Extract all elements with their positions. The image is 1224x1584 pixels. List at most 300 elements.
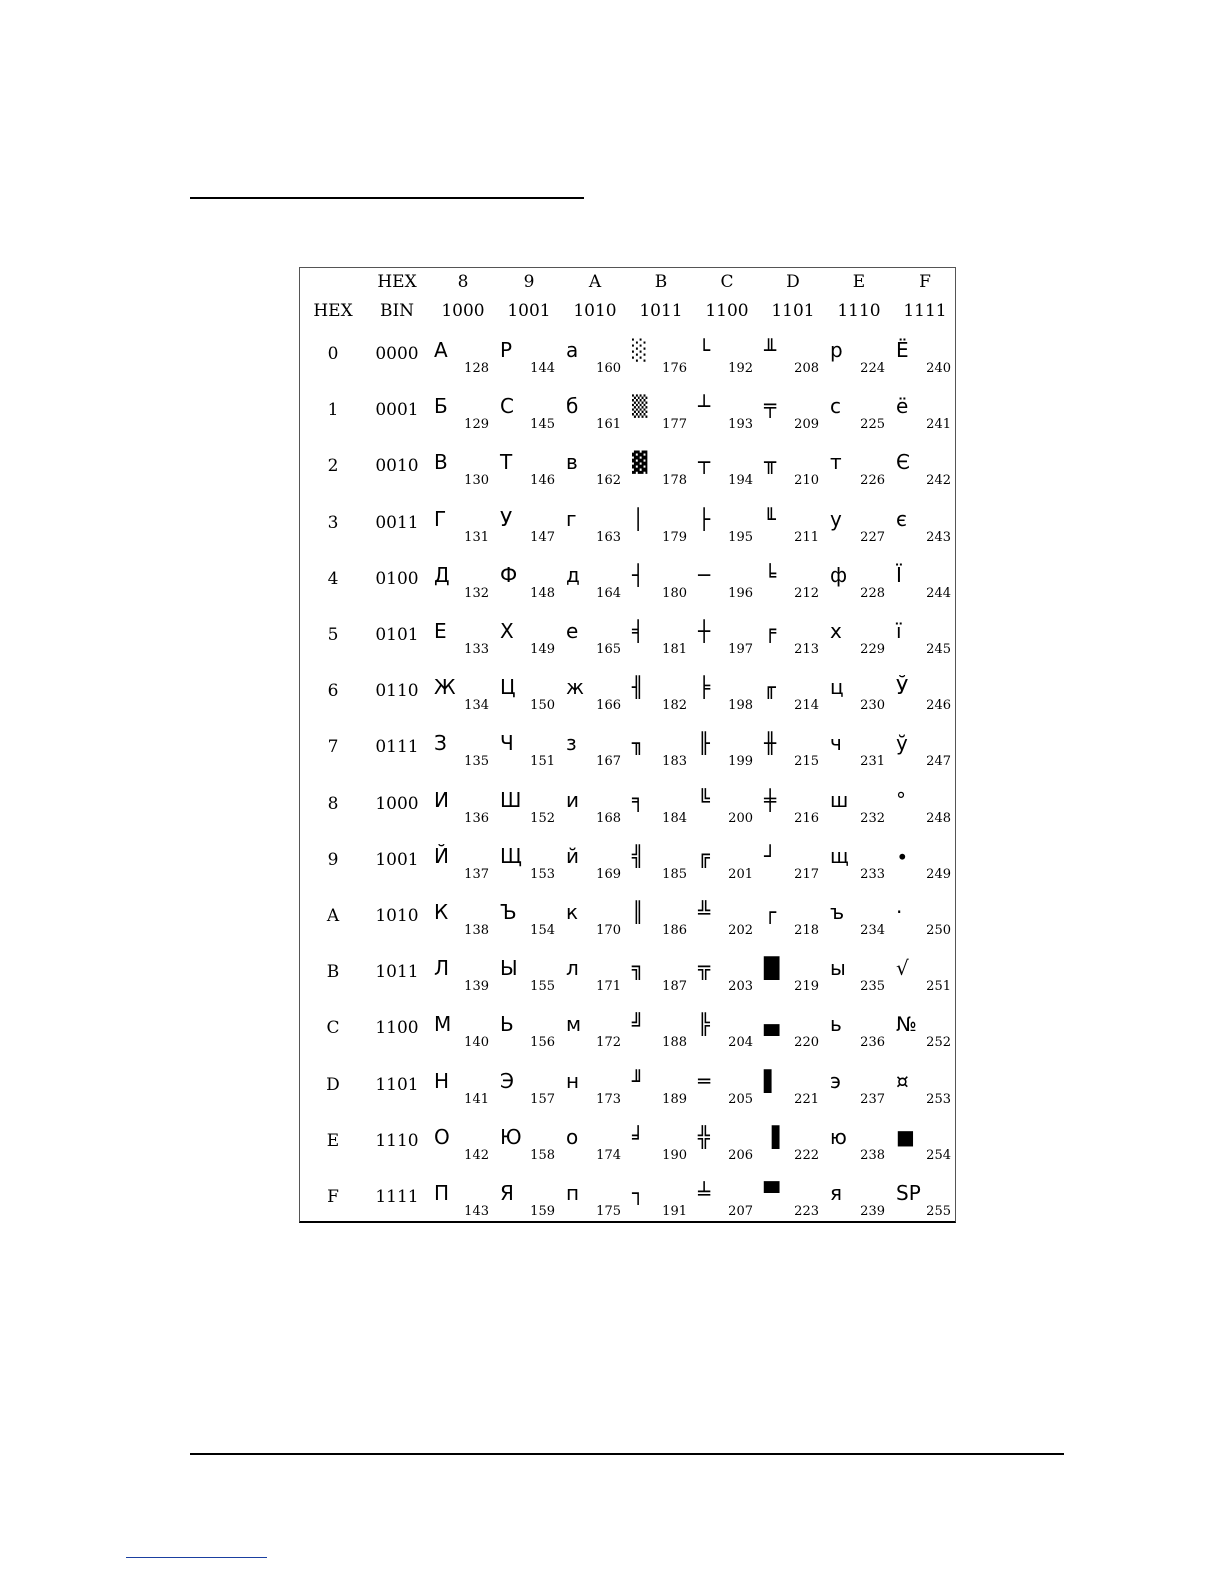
character-code: 131 xyxy=(464,529,489,545)
top-rule xyxy=(190,197,584,199)
character-cell xyxy=(892,1173,958,1229)
character-cell xyxy=(430,499,496,555)
character-code: 141 xyxy=(464,1091,489,1107)
character-cell xyxy=(562,1004,628,1060)
column-hex-header: 9 xyxy=(523,272,535,292)
character-glyph: Ч xyxy=(500,731,514,756)
row-bin-label: 0100 xyxy=(375,568,419,589)
character-code: 216 xyxy=(794,810,819,826)
character-code: 174 xyxy=(596,1147,621,1163)
character-glyph: л xyxy=(566,956,579,981)
character-cell xyxy=(760,386,826,442)
character-cell xyxy=(562,836,628,892)
character-glyph: ╟ xyxy=(698,731,711,756)
column-bin-header: 1000 xyxy=(441,301,485,321)
character-code: 138 xyxy=(464,923,489,938)
row-bin-label: 1100 xyxy=(375,1018,419,1039)
character-code: 143 xyxy=(464,1204,489,1219)
character-glyph: Б xyxy=(434,394,448,419)
character-cell xyxy=(562,499,628,555)
character-glyph: Ў xyxy=(896,675,909,700)
character-cell xyxy=(496,555,562,611)
character-cell xyxy=(430,723,496,779)
character-glyph: Р xyxy=(500,338,513,362)
character-cell xyxy=(826,330,892,386)
character-cell xyxy=(892,1061,958,1117)
column-bin-header: 1011 xyxy=(639,301,683,321)
character-cell xyxy=(562,1117,628,1173)
character-code: 254 xyxy=(926,1147,951,1163)
character-cell xyxy=(694,780,760,836)
character-cell xyxy=(628,780,694,836)
row-bin-label: 1111 xyxy=(375,1187,419,1207)
row-bin-label: 1011 xyxy=(375,962,419,983)
character-glyph: ё xyxy=(896,394,909,419)
header-hex-label: HEX xyxy=(377,272,417,292)
character-cell xyxy=(694,1173,760,1229)
character-code: 212 xyxy=(794,585,819,601)
row-bin-label: 1001 xyxy=(375,849,419,870)
row-hex-label: C xyxy=(326,1018,340,1039)
character-cell xyxy=(430,836,496,892)
character-code: 137 xyxy=(464,866,489,882)
character-code: 200 xyxy=(728,810,753,826)
character-code: 129 xyxy=(464,417,489,433)
character-cell xyxy=(826,892,892,948)
character-cell xyxy=(628,667,694,723)
character-cell xyxy=(826,611,892,667)
character-code: 247 xyxy=(926,754,951,770)
character-glyph: ╘ xyxy=(764,562,777,587)
character-code: 159 xyxy=(530,1204,555,1219)
character-code: 147 xyxy=(530,529,555,545)
character-cell xyxy=(628,330,694,386)
character-code: 181 xyxy=(662,642,687,657)
character-code: 214 xyxy=(794,698,819,714)
character-code: 150 xyxy=(530,698,555,714)
character-code: 209 xyxy=(794,417,819,433)
bottom-rule xyxy=(190,1453,1064,1455)
character-code: 152 xyxy=(530,810,555,826)
character-code: 184 xyxy=(662,810,687,826)
character-glyph: Г xyxy=(434,506,447,531)
character-cell xyxy=(496,1117,562,1173)
character-cell xyxy=(628,1173,694,1229)
column-bin-header: 1110 xyxy=(837,301,881,321)
row-hex-label: 3 xyxy=(327,512,339,533)
character-glyph: ║ xyxy=(632,900,645,924)
column-hex-header: B xyxy=(654,272,668,292)
character-code: 157 xyxy=(530,1091,555,1107)
character-glyph: ш xyxy=(830,787,849,812)
character-cell xyxy=(496,499,562,555)
row-hex-label: F xyxy=(327,1187,339,1207)
row-hex-label: 1 xyxy=(327,400,339,421)
character-glyph: п xyxy=(566,1181,580,1205)
row-bin-label: 1010 xyxy=(375,906,419,926)
character-cell xyxy=(826,499,892,555)
character-glyph: З xyxy=(434,731,447,756)
character-glyph: ╤ xyxy=(764,394,777,419)
character-code: 133 xyxy=(464,642,489,657)
character-code: 183 xyxy=(662,754,687,770)
character-code: 193 xyxy=(728,417,753,433)
character-code: 240 xyxy=(926,361,951,376)
character-code: 222 xyxy=(794,1147,819,1163)
character-glyph: Ъ xyxy=(500,900,517,924)
character-code: 241 xyxy=(926,417,951,433)
column-bin-header: 1101 xyxy=(771,301,815,321)
character-glyph: ю xyxy=(830,1124,847,1149)
character-cell xyxy=(892,1004,958,1060)
character-cell xyxy=(892,386,958,442)
character-glyph: М xyxy=(434,1012,452,1037)
character-glyph: Т xyxy=(500,450,513,475)
character-cell xyxy=(496,442,562,498)
character-glyph: ■ xyxy=(896,1124,915,1149)
character-cell xyxy=(892,499,958,555)
character-code: 135 xyxy=(464,754,489,770)
character-glyph: ┴ xyxy=(698,394,711,419)
character-glyph: ╙ xyxy=(764,506,777,531)
character-glyph: Л xyxy=(434,956,450,981)
character-glyph: А xyxy=(434,338,448,362)
character-code: 253 xyxy=(926,1091,951,1107)
character-cell xyxy=(496,611,562,667)
character-cell xyxy=(694,1117,760,1173)
character-glyph: ▌ xyxy=(764,1068,780,1093)
header-hex-corner: HEX xyxy=(313,301,353,321)
character-code: 164 xyxy=(596,585,621,601)
character-cell xyxy=(562,555,628,611)
character-glyph: И xyxy=(434,787,449,812)
character-code: 239 xyxy=(860,1204,885,1219)
character-glyph: щ xyxy=(830,843,849,868)
character-cell xyxy=(760,1004,826,1060)
character-glyph: ° xyxy=(896,787,906,812)
character-cell xyxy=(892,892,958,948)
character-glyph: С xyxy=(500,394,514,419)
character-cell xyxy=(826,836,892,892)
character-glyph: П xyxy=(434,1181,450,1205)
character-code: 255 xyxy=(926,1204,951,1219)
character-cell xyxy=(826,780,892,836)
character-glyph: ь xyxy=(830,1012,842,1037)
character-glyph: ╚ xyxy=(698,787,711,812)
footer-link-rule xyxy=(126,1557,267,1558)
column-hex-header: 8 xyxy=(457,272,469,292)
character-code: 194 xyxy=(728,473,753,489)
character-glyph: ╥ xyxy=(764,450,777,475)
character-glyph: │ xyxy=(632,506,645,531)
character-code: 215 xyxy=(794,754,819,770)
character-code: 180 xyxy=(662,585,687,601)
character-cell xyxy=(430,442,496,498)
character-cell xyxy=(892,330,958,386)
column-bin-header: 1010 xyxy=(573,301,617,321)
character-code: 238 xyxy=(860,1147,885,1163)
character-glyph: ┬ xyxy=(698,450,711,475)
character-code: 163 xyxy=(596,529,621,545)
character-code: 242 xyxy=(926,473,951,489)
header-bin-label: BIN xyxy=(379,301,415,321)
character-glyph: я xyxy=(830,1181,843,1205)
character-cell xyxy=(694,892,760,948)
character-code: 153 xyxy=(530,866,555,882)
row-hex-label: 7 xyxy=(327,737,339,758)
character-glyph: ╠ xyxy=(698,1012,711,1037)
character-glyph: ╣ xyxy=(632,843,645,868)
character-code: 202 xyxy=(728,923,753,938)
character-glyph: Ж xyxy=(434,675,456,700)
character-cell xyxy=(694,667,760,723)
character-code: 134 xyxy=(464,698,489,714)
character-glyph: SP xyxy=(896,1181,921,1205)
row-bin-label: 0010 xyxy=(375,456,419,477)
character-cell xyxy=(562,892,628,948)
character-glyph: а xyxy=(566,338,579,362)
character-glyph: Е xyxy=(434,619,447,643)
character-cell xyxy=(760,892,826,948)
character-cell xyxy=(430,611,496,667)
character-glyph: г xyxy=(566,506,577,531)
character-cell xyxy=(694,330,760,386)
character-cell xyxy=(496,723,562,779)
character-cell xyxy=(628,948,694,1004)
character-code: 244 xyxy=(926,585,951,601)
character-glyph: ╓ xyxy=(764,675,777,700)
character-glyph: Д xyxy=(434,562,450,587)
character-glyph: Ы xyxy=(500,956,518,981)
character-glyph: ц xyxy=(830,675,844,700)
row-hex-label: B xyxy=(326,962,340,983)
character-cell xyxy=(496,892,562,948)
character-glyph: Щ xyxy=(500,843,522,868)
row-hex-label: 6 xyxy=(327,681,339,702)
character-code: 221 xyxy=(794,1091,819,1107)
character-code: 178 xyxy=(662,473,687,489)
character-code: 188 xyxy=(662,1035,687,1051)
character-cell xyxy=(892,667,958,723)
character-cell xyxy=(892,780,958,836)
character-code: 171 xyxy=(596,979,621,995)
character-glyph: ч xyxy=(830,731,842,756)
character-cell xyxy=(562,723,628,779)
character-cell xyxy=(694,499,760,555)
character-cell xyxy=(826,386,892,442)
character-cell xyxy=(760,611,826,667)
character-glyph: ╢ xyxy=(632,675,645,700)
character-code: 179 xyxy=(662,529,687,545)
character-code: 165 xyxy=(596,642,621,657)
character-glyph: и xyxy=(566,787,579,812)
character-cell xyxy=(760,836,826,892)
character-code: 185 xyxy=(662,866,687,882)
row-hex-label: 2 xyxy=(327,456,339,477)
column-hex-header: D xyxy=(786,272,800,292)
character-glyph: ╛ xyxy=(632,1124,645,1149)
character-code: 173 xyxy=(596,1091,621,1107)
character-glyph: э xyxy=(830,1068,841,1093)
character-cell xyxy=(430,555,496,611)
character-cell xyxy=(562,1173,628,1229)
character-cell xyxy=(826,442,892,498)
character-code: 201 xyxy=(728,866,753,882)
character-glyph: ╪ xyxy=(764,787,777,812)
row-hex-label: 9 xyxy=(327,849,339,870)
character-glyph: ╞ xyxy=(698,675,711,700)
column-bin-header: 1111 xyxy=(903,301,947,321)
character-cell xyxy=(430,330,496,386)
character-glyph: ╦ xyxy=(698,956,711,981)
character-glyph: к xyxy=(566,900,579,924)
character-cell xyxy=(760,330,826,386)
character-code: 220 xyxy=(794,1035,819,1051)
row-bin-label: 0011 xyxy=(375,512,419,533)
character-glyph: ┌ xyxy=(764,900,777,924)
character-glyph: ╜ xyxy=(632,1068,645,1093)
character-code: 208 xyxy=(794,361,819,376)
character-code: 232 xyxy=(860,810,885,826)
character-cell xyxy=(826,1061,892,1117)
character-glyph: р xyxy=(830,338,843,362)
character-code: 249 xyxy=(926,866,951,882)
character-cell xyxy=(562,386,628,442)
character-glyph: └ xyxy=(698,338,711,362)
character-code: 172 xyxy=(596,1035,621,1051)
character-code: 162 xyxy=(596,473,621,489)
character-code: 128 xyxy=(464,361,489,376)
character-glyph: Ь xyxy=(500,1012,514,1037)
character-code: 161 xyxy=(596,417,621,433)
character-glyph: ▐ xyxy=(764,1124,780,1149)
character-code: 251 xyxy=(926,979,951,995)
row-bin-label: 0001 xyxy=(375,400,419,421)
character-glyph: Я xyxy=(500,1181,514,1205)
character-code: 196 xyxy=(728,585,753,601)
character-code: 227 xyxy=(860,529,885,545)
character-code: 145 xyxy=(530,417,555,433)
column-hex-header: F xyxy=(919,272,931,292)
character-cell xyxy=(694,723,760,779)
character-cell xyxy=(496,386,562,442)
character-glyph: б xyxy=(566,394,579,419)
character-glyph: В xyxy=(434,450,448,475)
character-cell xyxy=(694,948,760,1004)
character-cell xyxy=(760,442,826,498)
character-glyph: № xyxy=(896,1012,917,1037)
character-cell xyxy=(628,386,694,442)
character-glyph: ╕ xyxy=(632,787,645,812)
character-code: 130 xyxy=(464,473,489,489)
character-code: 243 xyxy=(926,529,951,545)
character-cell xyxy=(496,330,562,386)
character-cell xyxy=(496,1004,562,1060)
character-cell xyxy=(826,1004,892,1060)
row-bin-label: 0110 xyxy=(375,681,419,702)
character-glyph: ├ xyxy=(698,506,711,531)
character-glyph: ▄ xyxy=(764,1012,780,1037)
character-code: 170 xyxy=(596,923,621,938)
character-glyph: ╝ xyxy=(632,1012,645,1037)
character-cell xyxy=(760,667,826,723)
character-code: 223 xyxy=(794,1204,819,1219)
character-cell xyxy=(826,1173,892,1229)
character-cell xyxy=(826,555,892,611)
character-code: 234 xyxy=(860,923,885,938)
row-hex-label: 5 xyxy=(327,625,339,645)
character-code: 139 xyxy=(464,979,489,995)
character-cell xyxy=(430,1117,496,1173)
character-glyph: Ї xyxy=(896,562,902,587)
character-cell xyxy=(430,948,496,1004)
column-hex-header: E xyxy=(852,272,866,292)
character-code: 229 xyxy=(860,642,885,657)
character-cell xyxy=(562,948,628,1004)
character-cell xyxy=(628,892,694,948)
character-code: 203 xyxy=(728,979,753,995)
character-glyph: у xyxy=(830,506,842,531)
character-glyph: К xyxy=(434,900,449,924)
character-cell xyxy=(628,555,694,611)
row-hex-label: 4 xyxy=(327,568,339,589)
character-cell xyxy=(430,1061,496,1117)
character-cell xyxy=(760,780,826,836)
character-glyph: ╗ xyxy=(632,956,645,981)
character-code: 186 xyxy=(662,923,687,938)
character-code: 148 xyxy=(530,585,555,601)
character-glyph: Х xyxy=(500,619,514,643)
character-glyph: ░ xyxy=(632,338,648,362)
character-glyph: ╨ xyxy=(764,338,777,362)
character-cell xyxy=(760,723,826,779)
character-code: 248 xyxy=(926,810,951,826)
character-glyph: ╬ xyxy=(698,1124,711,1149)
character-cell xyxy=(562,442,628,498)
character-code: 168 xyxy=(596,810,621,826)
character-code: 211 xyxy=(794,529,819,545)
character-cell xyxy=(628,499,694,555)
character-glyph: є xyxy=(896,506,907,531)
character-glyph: Ю xyxy=(500,1124,522,1149)
row-bin-label: 1000 xyxy=(375,793,419,814)
character-code: 246 xyxy=(926,698,951,714)
character-code: 167 xyxy=(596,754,621,770)
character-cell xyxy=(760,555,826,611)
character-cell xyxy=(430,667,496,723)
character-code: 151 xyxy=(530,754,555,770)
character-code: 177 xyxy=(662,417,687,433)
character-cell xyxy=(430,386,496,442)
character-glyph: О xyxy=(434,1124,450,1149)
character-glyph: √ xyxy=(896,956,909,981)
row-hex-label: D xyxy=(326,1074,340,1095)
character-glyph: ж xyxy=(566,675,585,700)
character-code: 190 xyxy=(662,1147,687,1163)
character-code: 210 xyxy=(794,473,819,489)
character-glyph: м xyxy=(566,1012,582,1037)
character-glyph: н xyxy=(566,1068,580,1093)
character-code: 224 xyxy=(860,361,885,376)
character-glyph: ▀ xyxy=(764,1181,780,1205)
row-hex-label: 0 xyxy=(327,344,339,364)
character-glyph: ╧ xyxy=(698,1181,711,1205)
character-code: 230 xyxy=(860,698,885,714)
character-code: 144 xyxy=(530,361,555,376)
character-code: 187 xyxy=(662,979,687,995)
row-hex-label: 8 xyxy=(327,793,339,814)
character-cell xyxy=(892,948,958,1004)
